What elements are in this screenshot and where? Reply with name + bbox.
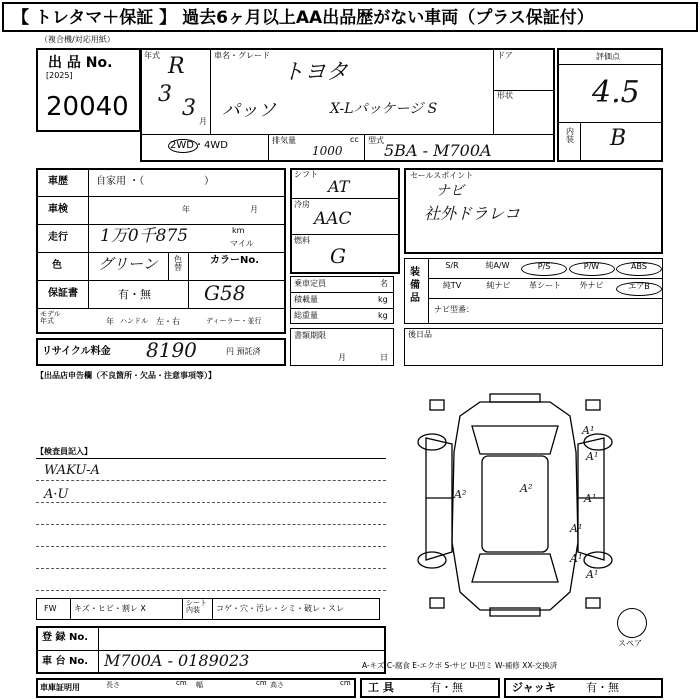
car-condition-diagram [410, 392, 620, 618]
equip-ext-navi: 外ナビ [579, 281, 604, 290]
tools-label: 工 具 [368, 681, 394, 694]
inspector-note-2: A·U [44, 487, 69, 502]
mileage-value: 1万0千875 [100, 226, 189, 246]
seat-label: シート 内装 [186, 599, 207, 614]
history-label: 車歴 [48, 176, 68, 187]
recycle-unit: 円 預託済 [226, 347, 261, 356]
after-market-block [404, 328, 663, 366]
load-label: 積載量 [294, 295, 318, 304]
warranty-label: 保証書 [48, 288, 78, 299]
sales-point-2: 社外ドラレコ [424, 204, 521, 223]
equip-abs: ABS [616, 262, 662, 276]
shift-value: AT [328, 177, 350, 196]
equip-tv: 純TV [442, 281, 462, 290]
dealer-label: ディーラー・並行 [206, 317, 262, 325]
inspector-label: 【検査員記入】 [36, 447, 92, 456]
lot-box [36, 48, 141, 132]
model-year-label: モデル 年式 [40, 310, 61, 325]
grade-score: 4.5 [592, 75, 640, 110]
history-options: 自家用 ・（ ） [96, 176, 215, 187]
recycle-value: 8190 [146, 338, 197, 362]
model-year-suffix: 年 [106, 317, 114, 326]
fw-label: FW [44, 604, 57, 613]
model-code-label: 型式 [368, 136, 384, 145]
doc-deadline-label: 書類期限 [294, 331, 326, 340]
inspection-label: 車検 [48, 204, 68, 215]
interior-label: 内 装 [566, 127, 574, 144]
year-value: 3 [158, 82, 172, 107]
equip-airbag: エアB [616, 282, 662, 296]
car-maker: トヨタ [282, 60, 349, 85]
ac-value: AAC [314, 209, 352, 229]
registration-label: 登 録 No. [42, 632, 89, 643]
history-block [36, 168, 286, 334]
equip-ps: P/S [521, 262, 567, 276]
length-unit: cm [176, 679, 187, 687]
dimensions-label: 車庫証明用 [40, 683, 80, 692]
sales-point-1: ナビ [436, 183, 464, 199]
handle-label: ハンドル [120, 317, 148, 325]
inspection-year: 年 [182, 205, 190, 214]
doc-day: 日 [380, 353, 388, 362]
diagram-mark: A² [454, 488, 467, 501]
capacity-unit: 名 [380, 279, 388, 288]
warranty-value: 有・無 [118, 288, 151, 301]
diagram-mark: A¹ [582, 424, 595, 437]
tools-value: 有・無 [430, 681, 463, 694]
load-unit: kg [378, 295, 388, 304]
car-grade: X-Lパッケージ S [330, 101, 438, 117]
capacity-label: 乗車定員 [294, 279, 326, 288]
diagram-mark: A¹ [570, 552, 583, 565]
grade-label: 評価点 [596, 52, 620, 61]
height-unit: cm [340, 679, 351, 687]
displacement-value: 1000 [312, 144, 343, 158]
displacement-label: 排気量 [272, 136, 296, 145]
header-banner [2, 2, 698, 32]
doc-month: 月 [338, 353, 346, 362]
weight-label: 総重量 [294, 311, 318, 320]
recycle-label: リサイクル料金 [42, 346, 111, 357]
damage-legend: A-キズ C-腐食 E-エクボ S-サビ U-凹ミ W-補修 XX-交換済 [362, 661, 558, 670]
shift-label: シフト [294, 170, 318, 179]
year-label: 年式 [144, 51, 160, 60]
door-label: ドア [497, 51, 513, 60]
lot-number: 20040 [46, 92, 129, 122]
car-model: パッソ [222, 100, 276, 121]
color-no-label: カラーNo. [210, 255, 260, 266]
sales-points-label: セールスポイント [410, 171, 474, 180]
jack-label: ジャッキ [512, 681, 556, 694]
year-era: R [168, 54, 185, 79]
handle-value: 左・右 [156, 317, 180, 326]
seat-items: コゲ・穴・汚レ・シミ・破レ・スレ [216, 604, 344, 613]
width-unit: cm [256, 679, 267, 687]
shape-label: 形状 [497, 91, 513, 100]
nav-model-label: ナビ型番： [434, 305, 474, 314]
km-unit: km [232, 226, 245, 235]
spare-tire-icon [617, 608, 647, 638]
declaration-label: 【出品店申告欄（不良箇所・欠品・注意事項等）】 [36, 371, 216, 380]
equipment-row-2 [430, 282, 662, 296]
after-market-label: 後日品 [408, 330, 432, 339]
color-no-value: G58 [204, 281, 246, 305]
color-value: グリーン [98, 255, 158, 273]
equip-leather: 革シート [529, 281, 561, 290]
mileage-label: 走行 [48, 232, 68, 243]
color-label: 色 [52, 260, 62, 271]
interior-grade: B [610, 126, 627, 151]
jack-value: 有・無 [586, 681, 619, 694]
fw-items: キズ・ヒビ・割レ X [74, 604, 146, 613]
equip-navi: 純ナビ [486, 281, 511, 290]
drive-label: 2WD・4WD [170, 140, 228, 151]
diagram-mark: A¹ [586, 450, 599, 463]
month-suffix: 月 [199, 117, 207, 126]
equip-sr: S/R [445, 261, 459, 270]
width-label: 幅 [196, 681, 203, 689]
equip-alloy: 純A/W [485, 261, 510, 270]
height-label: 高さ [270, 681, 284, 689]
mile-unit: マイル [230, 239, 254, 248]
cc-unit: cc [350, 135, 359, 144]
lot-label: 出 品 No. [48, 55, 113, 71]
fuel-label: 燃料 [294, 236, 310, 245]
header-banner-text: 【 トレタマ＋保証 】 過去6ヶ月以上AA出品歴がない車両（プラス保証付） [12, 8, 594, 28]
diagram-mark: A¹ [570, 522, 583, 535]
ac-label: 冷房 [294, 200, 310, 209]
month-value: 3 [182, 96, 196, 121]
diagram-mark: A¹ [584, 492, 597, 505]
fuel-value: G [330, 244, 346, 268]
equip-pw: P/W [569, 262, 615, 276]
chassis-label: 車 台 No. [42, 656, 89, 667]
chassis-number: M700A - 0189023 [104, 651, 250, 670]
spare-label: スペア [618, 639, 642, 648]
lot-year-stamp: [2025] [46, 71, 73, 80]
weight-unit: kg [378, 311, 388, 320]
length-label: 長さ [106, 681, 120, 689]
inspector-note-1: WAKU-A [44, 463, 100, 478]
diagram-mark: A² [520, 482, 533, 495]
model-code: 5BA - M700A [384, 141, 492, 160]
header-subtitle: （複合機/対応用紙） [40, 35, 115, 44]
equipment-label: 装備品 [410, 267, 420, 304]
diagram-mark: A¹ [586, 568, 599, 581]
color-change: 色 替 [174, 255, 182, 272]
inspection-month: 月 [250, 205, 258, 214]
car-name-label: 車名・グレード [214, 51, 270, 60]
equipment-row-1 [430, 262, 662, 276]
